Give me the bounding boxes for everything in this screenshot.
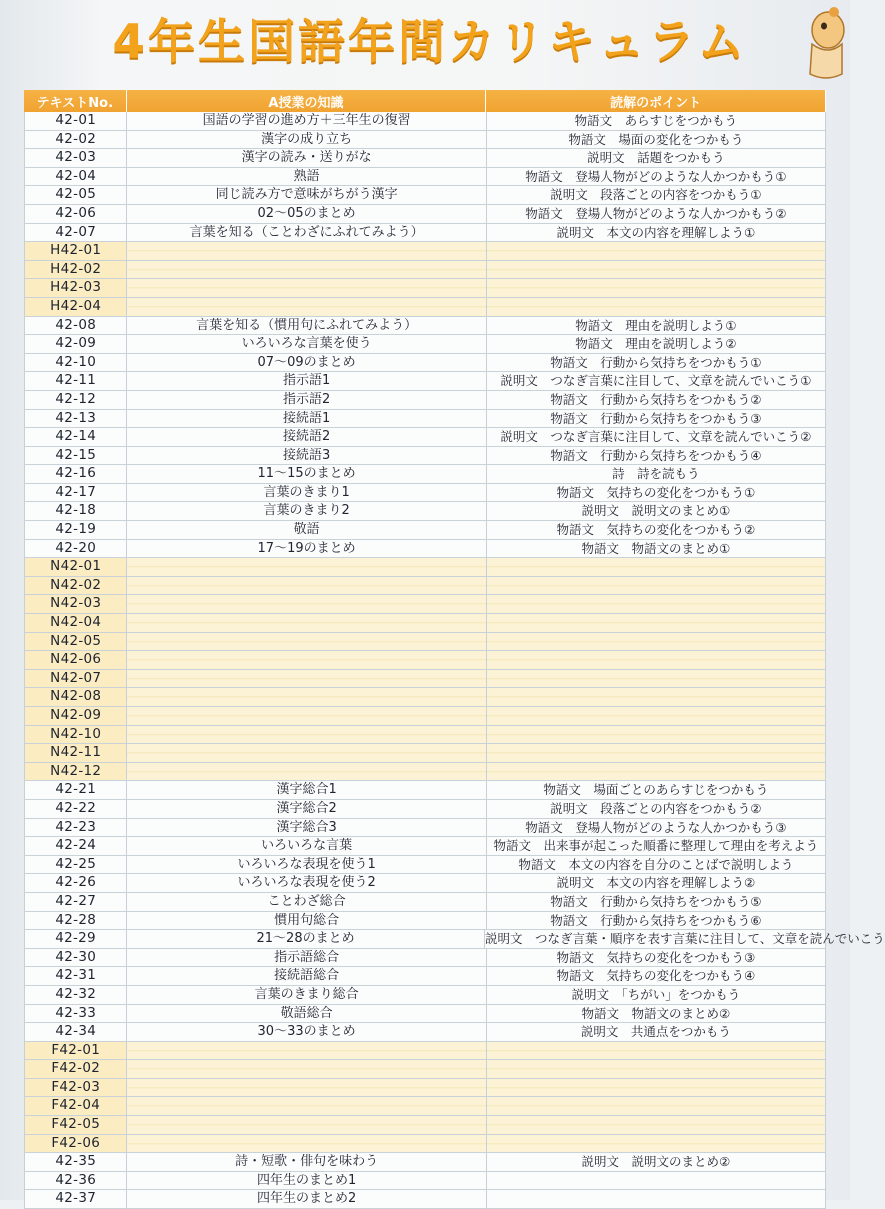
text-no-cell: H42-02 bbox=[25, 261, 127, 279]
table-header bbox=[24, 90, 826, 112]
reading-point-cell bbox=[487, 633, 825, 651]
table-row bbox=[25, 149, 825, 168]
reading-point-cell bbox=[487, 1079, 825, 1097]
table-row bbox=[25, 726, 825, 745]
table-row bbox=[25, 242, 825, 261]
reading-point-cell: 物語文 登場人物がどのような人かつかもう① bbox=[525, 168, 787, 184]
reading-point-cell: 物語文 出来事が起こった順番に整理して理由を考えよう bbox=[493, 838, 819, 854]
text-no-cell: 42-36 bbox=[25, 1172, 127, 1190]
table-row bbox=[25, 800, 825, 819]
text-no-cell: 42-11 bbox=[25, 372, 127, 390]
reading-point-cell bbox=[487, 1172, 825, 1190]
text-no-cell: 42-21 bbox=[25, 781, 127, 799]
text-no-cell: 42-34 bbox=[25, 1023, 127, 1041]
text-no-cell: 42-08 bbox=[25, 317, 127, 335]
text-no-cell: F42-04 bbox=[25, 1097, 127, 1115]
table-row bbox=[25, 131, 825, 150]
text-no-cell: 42-01 bbox=[25, 112, 127, 130]
reading-point-cell: 物語文 あらすじをつかもう bbox=[574, 113, 738, 128]
reading-point-cell: 物語文 気持ちの変化をつかもう④ bbox=[556, 968, 756, 984]
knowledge-cell: いろいろな言葉 bbox=[127, 837, 486, 855]
knowledge-cell bbox=[127, 595, 486, 613]
reading-point-cell bbox=[487, 595, 825, 613]
reading-point-cell: 説明文 つなぎ言葉・順序を表す言葉に注目して、文章を読んでいこう bbox=[485, 931, 885, 947]
knowledge-cell bbox=[127, 242, 486, 260]
table-row bbox=[25, 912, 825, 931]
curriculum-table bbox=[24, 90, 885, 1209]
table-row bbox=[25, 484, 825, 503]
text-no-cell: 42-25 bbox=[25, 856, 127, 874]
text-no-cell: 42-33 bbox=[25, 1005, 127, 1023]
table-row bbox=[25, 186, 825, 205]
table-row bbox=[25, 707, 825, 726]
knowledge-cell: いろいろな表現を使う2 bbox=[127, 874, 486, 892]
table-row bbox=[25, 670, 825, 689]
table-row bbox=[25, 298, 825, 317]
text-no-cell: 42-12 bbox=[25, 391, 127, 409]
knowledge-cell: 指示語2 bbox=[127, 391, 486, 409]
text-no-cell: 42-28 bbox=[25, 912, 127, 930]
reading-point-cell: 物語文 場面の変化をつかもう bbox=[568, 131, 744, 147]
text-no-cell: 42-31 bbox=[25, 967, 127, 985]
knowledge-cell bbox=[127, 688, 486, 706]
text-no-cell: N42-03 bbox=[25, 595, 127, 613]
knowledge-cell: 同じ読み方で意味がちがう漢字 bbox=[127, 186, 486, 204]
table-row bbox=[25, 224, 825, 243]
mascot-illustration-icon bbox=[798, 4, 844, 82]
knowledge-cell bbox=[127, 1116, 486, 1134]
knowledge-cell bbox=[127, 614, 486, 632]
table-row bbox=[25, 447, 825, 466]
knowledge-cell bbox=[127, 279, 486, 297]
page-title: 4年生国語年間カリキュラム bbox=[112, 15, 748, 70]
knowledge-cell: 詩・短歌・俳句を味わう bbox=[127, 1153, 486, 1171]
text-no-cell: 42-02 bbox=[25, 131, 127, 149]
knowledge-cell bbox=[127, 726, 486, 744]
knowledge-cell: 漢字の読み・送りがな bbox=[127, 149, 486, 167]
table-row bbox=[25, 577, 825, 596]
knowledge-cell: 敬語 bbox=[127, 521, 486, 539]
table-row bbox=[25, 540, 825, 559]
table-row bbox=[25, 168, 825, 187]
reading-point-cell bbox=[487, 744, 825, 762]
knowledge-cell: 漢字の成り立ち bbox=[127, 131, 486, 149]
knowledge-cell: 言葉のきまり1 bbox=[127, 484, 486, 502]
knowledge-cell: ことわざ総合 bbox=[127, 893, 486, 911]
text-no-cell: 42-22 bbox=[25, 800, 127, 818]
reading-point-cell bbox=[487, 614, 825, 632]
text-no-cell: 42-10 bbox=[25, 354, 127, 372]
text-no-cell: 42-14 bbox=[25, 428, 127, 446]
text-no-cell: N42-09 bbox=[25, 707, 127, 725]
knowledge-cell: 指示語総合 bbox=[127, 949, 486, 967]
reading-point-cell: 物語文 行動から気持ちをつかもう⑥ bbox=[550, 912, 762, 928]
knowledge-cell bbox=[127, 1042, 486, 1060]
reading-point-cell: 物語文 行動から気持ちをつかもう① bbox=[550, 354, 762, 370]
reading-point-cell: 説明文 話題をつかもう bbox=[587, 150, 725, 166]
reading-point-cell: 物語文 行動から気持ちをつかもう② bbox=[550, 391, 762, 407]
text-no-cell: N42-01 bbox=[25, 558, 127, 576]
table-body bbox=[24, 112, 885, 1209]
text-no-cell: H42-01 bbox=[25, 242, 127, 260]
table-row bbox=[25, 279, 825, 298]
table-row bbox=[25, 837, 825, 856]
reading-point-cell: 説明文 段落ごとの内容をつかもう② bbox=[550, 800, 762, 816]
table-row bbox=[25, 1116, 825, 1135]
reading-point-cell bbox=[487, 1060, 825, 1078]
reading-point-cell bbox=[487, 242, 825, 260]
table-row bbox=[25, 819, 825, 838]
knowledge-cell: 接続語3 bbox=[127, 447, 486, 465]
knowledge-cell bbox=[127, 558, 486, 576]
knowledge-cell: 接続語1 bbox=[127, 410, 486, 428]
table-row bbox=[25, 1153, 825, 1172]
reading-point-cell: 説明文 段落ごとの内容をつかもう① bbox=[550, 187, 762, 203]
reading-point-cell: 説明文 共通点をつかもう bbox=[580, 1024, 731, 1040]
text-no-cell: N42-11 bbox=[25, 744, 127, 762]
text-no-cell: N42-12 bbox=[25, 763, 127, 781]
reading-point-cell bbox=[487, 1116, 825, 1134]
table-row bbox=[25, 335, 825, 354]
text-no-cell: 42-27 bbox=[25, 893, 127, 911]
table-row bbox=[25, 874, 825, 893]
table-row bbox=[25, 781, 825, 800]
table-row bbox=[25, 205, 825, 224]
table-row bbox=[25, 1079, 825, 1098]
table-row bbox=[25, 410, 825, 429]
text-no-cell: N42-08 bbox=[25, 688, 127, 706]
knowledge-cell: 漢字総合3 bbox=[127, 819, 486, 837]
reading-point-cell: 物語文 理由を説明しよう① bbox=[575, 317, 737, 333]
table-row bbox=[25, 1135, 825, 1154]
text-no-cell: F42-01 bbox=[25, 1042, 127, 1060]
table-row bbox=[25, 1042, 825, 1061]
table-row bbox=[25, 261, 825, 280]
header-reading-point: 読解のポイント bbox=[486, 90, 826, 112]
text-no-cell: N42-02 bbox=[25, 577, 127, 595]
table-row bbox=[25, 930, 885, 949]
text-no-cell: F42-05 bbox=[25, 1116, 127, 1134]
table-row bbox=[25, 112, 825, 131]
reading-point-cell: 説明文 説明文のまとめ② bbox=[581, 1154, 731, 1170]
knowledge-cell bbox=[127, 707, 486, 725]
table-row bbox=[25, 1097, 825, 1116]
reading-point-cell: 説明文 つなぎ言葉に注目して、文章を読んでいこう② bbox=[500, 429, 812, 445]
table-row bbox=[25, 893, 825, 912]
reading-point-cell bbox=[487, 763, 825, 781]
knowledge-cell: 漢字総合2 bbox=[127, 800, 486, 818]
reading-point-cell: 物語文 場面ごとのあらすじをつかもう bbox=[543, 782, 769, 798]
reading-point-cell bbox=[487, 558, 825, 576]
knowledge-cell bbox=[127, 1079, 486, 1097]
text-no-cell: N42-10 bbox=[25, 726, 127, 744]
knowledge-cell: いろいろな言葉を使う bbox=[127, 335, 486, 353]
knowledge-cell bbox=[127, 744, 486, 762]
text-no-cell: 42-35 bbox=[25, 1153, 127, 1171]
table-row bbox=[25, 465, 825, 484]
reading-point-cell: 物語文 物語文のまとめ② bbox=[581, 1005, 731, 1021]
knowledge-cell: 11〜15のまとめ bbox=[127, 465, 486, 483]
reading-point-cell bbox=[487, 1190, 825, 1208]
knowledge-cell: 言葉を知る（慣用句にふれてみよう） bbox=[127, 317, 486, 335]
table-row bbox=[25, 856, 825, 875]
reading-point-cell: 説明文 つなぎ言葉に注目して、文章を読んでいこう① bbox=[500, 373, 812, 389]
reading-point-cell: 説明文 「ちがい」をつかもう bbox=[571, 986, 741, 1002]
text-no-cell: 42-29 bbox=[25, 930, 127, 948]
table-row bbox=[25, 763, 825, 782]
knowledge-cell: 言葉のきまり総合 bbox=[127, 986, 486, 1004]
reading-point-cell: 物語文 登場人物がどのような人かつかもう② bbox=[525, 205, 787, 221]
knowledge-cell bbox=[127, 1097, 486, 1115]
text-no-cell: 42-06 bbox=[25, 205, 127, 223]
table-row bbox=[25, 614, 825, 633]
reading-point-cell bbox=[487, 261, 825, 279]
text-no-cell: 42-37 bbox=[25, 1190, 127, 1208]
text-no-cell: 42-20 bbox=[25, 540, 127, 558]
text-no-cell: H42-03 bbox=[25, 279, 127, 297]
text-no-cell: 42-23 bbox=[25, 819, 127, 837]
reading-point-cell: 物語文 登場人物がどのような人かつかもう③ bbox=[525, 819, 787, 835]
text-no-cell: 42-15 bbox=[25, 447, 127, 465]
knowledge-cell: 30〜33のまとめ bbox=[127, 1023, 486, 1041]
reading-point-cell: 物語文 物語文のまとめ① bbox=[581, 540, 731, 556]
text-no-cell: F42-03 bbox=[25, 1079, 127, 1097]
text-no-cell: 42-09 bbox=[25, 335, 127, 353]
text-no-cell: 42-03 bbox=[25, 149, 127, 167]
table-row bbox=[25, 317, 825, 336]
reading-point-cell bbox=[487, 651, 825, 669]
knowledge-cell bbox=[127, 633, 486, 651]
header-text-no: テキストNo. bbox=[24, 90, 127, 112]
knowledge-cell: 四年生のまとめ2 bbox=[127, 1190, 486, 1208]
text-no-cell: 42-30 bbox=[25, 949, 127, 967]
knowledge-cell: 07〜09のまとめ bbox=[127, 354, 486, 372]
reading-point-cell: 詩 詩を読もう bbox=[612, 466, 700, 482]
knowledge-cell: 国語の学習の進め方＋三年生の復習 bbox=[127, 112, 486, 130]
reading-point-cell bbox=[487, 707, 825, 725]
knowledge-cell: 言葉のきまり2 bbox=[127, 502, 486, 520]
reading-point-cell: 物語文 理由を説明しよう② bbox=[575, 336, 737, 352]
knowledge-cell: 17〜19のまとめ bbox=[127, 540, 486, 558]
reading-point-cell: 物語文 行動から気持ちをつかもう④ bbox=[550, 447, 762, 463]
knowledge-cell bbox=[127, 577, 486, 595]
text-no-cell: H42-04 bbox=[25, 298, 127, 316]
text-no-cell: 42-18 bbox=[25, 502, 127, 520]
knowledge-cell bbox=[127, 763, 486, 781]
text-no-cell: N42-05 bbox=[25, 633, 127, 651]
knowledge-cell: 02〜05のまとめ bbox=[127, 205, 486, 223]
text-no-cell: 42-07 bbox=[25, 224, 127, 242]
table-row bbox=[25, 1172, 825, 1191]
table-row bbox=[25, 1190, 825, 1209]
text-no-cell: N42-04 bbox=[25, 614, 127, 632]
text-no-cell: 42-05 bbox=[25, 186, 127, 204]
text-no-cell: 42-26 bbox=[25, 874, 127, 892]
knowledge-cell bbox=[127, 651, 486, 669]
text-no-cell: 42-32 bbox=[25, 986, 127, 1004]
knowledge-cell: 熟語 bbox=[127, 168, 486, 186]
table-row bbox=[25, 1005, 825, 1024]
knowledge-cell: 漢字総合1 bbox=[127, 781, 486, 799]
knowledge-cell: いろいろな表現を使う1 bbox=[127, 856, 486, 874]
text-no-cell: F42-06 bbox=[25, 1135, 127, 1153]
table-row bbox=[25, 502, 825, 521]
reading-point-cell bbox=[487, 1042, 825, 1060]
reading-point-cell bbox=[487, 1135, 825, 1153]
knowledge-cell: 言葉を知る（ことわざにふれてみよう） bbox=[127, 224, 486, 242]
table-row bbox=[25, 688, 825, 707]
reading-point-cell bbox=[487, 1097, 825, 1115]
table-row bbox=[25, 595, 825, 614]
text-no-cell: N42-07 bbox=[25, 670, 127, 688]
knowledge-cell: 慣用句総合 bbox=[127, 912, 486, 930]
knowledge-cell: 敬語総合 bbox=[127, 1005, 486, 1023]
reading-point-cell: 物語文 気持ちの変化をつかもう① bbox=[556, 484, 756, 500]
table-row bbox=[25, 967, 825, 986]
text-no-cell: F42-02 bbox=[25, 1060, 127, 1078]
reading-point-cell: 物語文 気持ちの変化をつかもう② bbox=[556, 522, 756, 538]
text-no-cell: 42-16 bbox=[25, 465, 127, 483]
reading-point-cell bbox=[487, 577, 825, 595]
table-row bbox=[25, 651, 825, 670]
knowledge-cell bbox=[127, 1135, 486, 1153]
knowledge-cell bbox=[127, 261, 486, 279]
table-row bbox=[25, 1023, 825, 1042]
reading-point-cell: 物語文 行動から気持ちをつかもう⑤ bbox=[550, 893, 762, 909]
header-knowledge: A授業の知識 bbox=[127, 90, 487, 112]
knowledge-cell: 四年生のまとめ1 bbox=[127, 1172, 486, 1190]
knowledge-cell bbox=[127, 298, 486, 316]
knowledge-cell: 接続語総合 bbox=[127, 967, 486, 985]
reading-point-cell: 物語文 行動から気持ちをつかもう③ bbox=[550, 410, 762, 426]
table-row bbox=[25, 354, 825, 373]
reading-point-cell bbox=[487, 726, 825, 744]
table-row bbox=[25, 521, 825, 540]
knowledge-cell: 接続語2 bbox=[127, 428, 486, 446]
text-no-cell: 42-24 bbox=[25, 837, 127, 855]
text-no-cell: N42-06 bbox=[25, 651, 127, 669]
text-no-cell: 42-13 bbox=[25, 410, 127, 428]
table-row bbox=[25, 428, 825, 447]
table-row bbox=[25, 744, 825, 763]
table-row bbox=[25, 372, 825, 391]
reading-point-cell: 物語文 本文の内容を自分のことばで説明しよう bbox=[518, 856, 794, 872]
table-row bbox=[25, 633, 825, 652]
knowledge-cell bbox=[127, 1060, 486, 1078]
reading-point-cell bbox=[487, 688, 825, 706]
table-row bbox=[25, 1060, 825, 1079]
knowledge-cell bbox=[127, 670, 486, 688]
reading-point-cell bbox=[487, 670, 825, 688]
knowledge-cell: 指示語1 bbox=[127, 372, 486, 390]
knowledge-cell: 21〜28のまとめ bbox=[127, 930, 485, 948]
table-row bbox=[25, 949, 825, 968]
text-no-cell: 42-04 bbox=[25, 168, 127, 186]
text-no-cell: 42-17 bbox=[25, 484, 127, 502]
reading-point-cell bbox=[487, 279, 825, 297]
reading-point-cell: 説明文 本文の内容を理解しよう② bbox=[556, 875, 756, 891]
text-no-cell: 42-19 bbox=[25, 521, 127, 539]
table-row bbox=[25, 986, 825, 1005]
table-row bbox=[25, 558, 825, 577]
reading-point-cell: 物語文 気持ちの変化をつかもう③ bbox=[556, 949, 756, 965]
reading-point-cell bbox=[487, 298, 825, 316]
table-row bbox=[25, 391, 825, 410]
reading-point-cell: 説明文 本文の内容を理解しよう① bbox=[556, 224, 756, 240]
reading-point-cell: 説明文 説明文のまとめ① bbox=[581, 503, 731, 519]
